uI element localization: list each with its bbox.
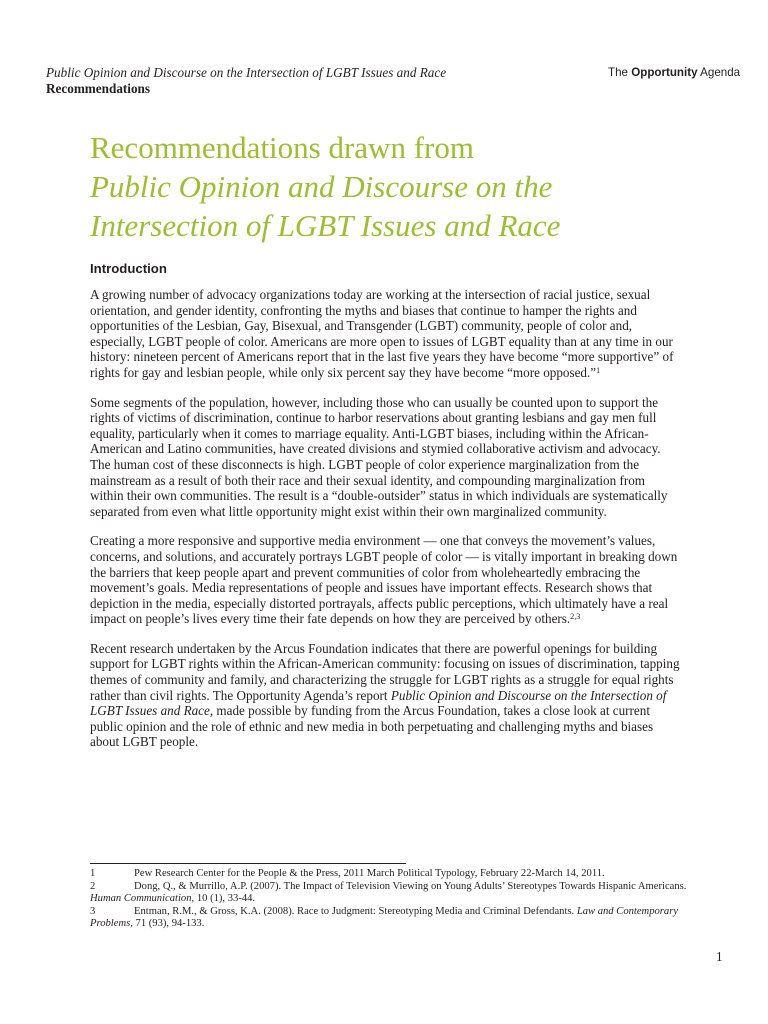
footnote-2 <box>90 881 690 906</box>
footnote-citation: , 10 (1), 33-44. <box>191 893 256 904</box>
journal-title: Human Communication <box>90 893 192 904</box>
footnote-number: 2 <box>90 880 96 892</box>
paragraph-2-text: Some segments of the population, however, including those who can usually be counted upon to support the rights of victims of discrimination, continue to harbor reservations about granting lesbians and gay men full equality, particularly when it comes to marriage equality. Anti-LGBT biases, including within the African-American and Latino communities, have created divisions and stymied collaborative activism and advocacy. The human cost of these disconnects is high. LGBT people of color experience marginalization from the mainstream as a result of both their race and their sexual identity, and compounding marginalization from within their own communities. The result is a “double-outsider” status in which individuals are systematically separated from even what little opportunity might exist within their own marginalized community. <box>90 394 668 519</box>
paragraph-3 <box>90 533 680 627</box>
footnote-number: 1 <box>90 868 96 879</box>
footnote-number: 3 <box>90 905 96 917</box>
footnote-divider <box>90 863 406 864</box>
paragraph-1-text: A growing number of advocacy organizations today are working at the intersection of racial justice, sexual orientation, and gender identity, confronting the myths and biases that continue to hamper the rights and opportunities of the Lesbian, Gay, Bisexual, and Transgender (LGBT) community, people of color and, especially, LGBT people of color. Americans are more open to issues of LGBT equality than at any time in our history: nineteen percent of Americans report that in the last five years they have become “more supportive” of rights for gay and lesbian people, while only six percent say they have become “more opposed.” <box>90 287 674 380</box>
running-header <box>46 65 566 97</box>
footnotes <box>90 868 690 931</box>
footnote-text: Entman, R.M., & Gross, K.A. (2008). Race to Judgment: Stereotyping Media and Criminal Defendants. <box>134 905 577 917</box>
footnote-ref-2-3: 2,3 <box>570 612 581 622</box>
paragraph-4-text: Recent research undertaken by the Arcus Foundation indicates that there are powerful openings for building support for LGBT rights within the African-American community: focusing on issues of discrimination, tapping themes of community and family, and characterizing the struggle for LGBT rights as a struggle for equal rights rather than civil rights. The Opportunity Agenda’s report <box>90 640 680 703</box>
organization-logo <box>608 65 740 81</box>
footnote-1 <box>90 868 690 881</box>
report-title-italic: Public Opinion and Discourse on the Intersection of LGBT Issues and Race <box>90 687 667 719</box>
footnote-3 <box>90 906 690 931</box>
paragraph-3-text: Creating a more responsive and supportive media environment — one that conveys the movement’s values, concerns, and solutions, and accurately portrays LGBT people of color — is vitally important in breaking down the barriers that keep people apart and prevent communities of color from wholeheartedly embracing the movement’s goals. Media representations of people and issues have important effects. Research shows that depiction in the media, especially distorted portrayals, affects public perceptions, which ultimately have a real impact on people’s lives every time their fate depends on how they are perceived by others. <box>90 533 678 627</box>
paragraph-4 <box>90 641 680 750</box>
logo-suffix: Agenda <box>700 66 741 79</box>
footnote-text: Dong, Q., & Murrillo, A.P. (2007). The Impact of Television Viewing on Young Adults’ Stereotypes Towards Hispanic Americans. <box>134 880 687 892</box>
body-text <box>90 287 680 764</box>
journal-title: Law and Contemporary Problems <box>90 905 679 929</box>
footnote-text: Pew Research Center for the People & the Press, 2011 March Political Typology, February 22-March 14, 2011. <box>134 868 605 879</box>
footnote-ref-1: 1 <box>596 365 601 375</box>
paragraph-1 <box>90 287 680 381</box>
running-header-title: Public Opinion and Discourse on the Intersection of LGBT Issues and Race <box>46 65 447 80</box>
running-header-section: Recommendations <box>46 81 151 96</box>
logo-prefix: The <box>608 66 628 79</box>
page-title <box>90 128 750 245</box>
page-number: 1 <box>716 949 723 964</box>
footnote-citation: , 71 (93), 94-133. <box>130 918 205 929</box>
title-line-3: Intersection of LGBT Issues and Race <box>90 208 561 243</box>
logo-bold-word: Opportunity <box>631 66 698 79</box>
section-heading: Introduction <box>90 261 167 276</box>
title-line-1: Recommendations drawn from <box>90 130 474 165</box>
title-line-2: Public Opinion and Discourse on the <box>90 169 553 204</box>
paragraph-2 <box>90 395 680 520</box>
paragraph-4-text-end: , made possible by funding from the Arcus Foundation, takes a close look at current public opinion and the role of ethnic and new media in both perpetuating and challenging myths and biases about LGBT people. <box>90 703 654 750</box>
